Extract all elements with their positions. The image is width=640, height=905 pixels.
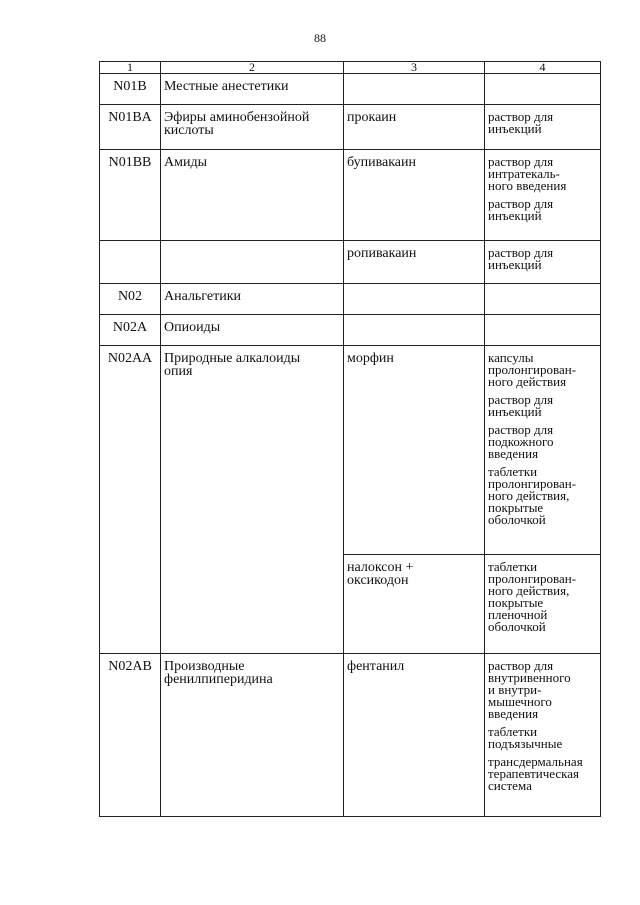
- group-name: Опиоиды: [161, 315, 344, 346]
- group-name: Производные фенилпиперидина: [161, 654, 344, 817]
- dosage-forms: [485, 315, 601, 346]
- atc-code: N02AB: [100, 654, 161, 817]
- dosage-form: раствор для инъекций: [488, 109, 554, 136]
- atc-code: N01B: [100, 74, 161, 105]
- atc-code: N02A: [100, 315, 161, 346]
- drug-table: [99, 61, 601, 817]
- drug-name: ропивакаин: [344, 241, 485, 284]
- dosage-form: таблетки пролонгирован- ного действия, покрытые пленочной оболочкой: [488, 559, 577, 634]
- group-name: Анальгетики: [161, 284, 344, 315]
- header-col-1: 1: [100, 62, 161, 74]
- dosage-form: таблетки пролонгирован- ного действия, покрытые оболочкой: [488, 464, 577, 527]
- group-name: Природные алкалоиды опия: [161, 346, 344, 654]
- table-row: [100, 654, 601, 817]
- atc-code: [100, 241, 161, 284]
- header-row: [100, 62, 601, 74]
- dosage-form: раствор для подкожного введения: [488, 422, 554, 461]
- dosage-form: капсулы пролонгирован- ного действия: [488, 350, 577, 389]
- drug-name: бупивакаин: [344, 150, 485, 241]
- dosage-forms: [485, 150, 601, 241]
- page-number: 88: [314, 31, 326, 45]
- dosage-form: раствор для инъекций: [488, 196, 554, 223]
- dosage-form: таблетки подъязычные: [488, 724, 563, 751]
- drug-name: прокаин: [344, 105, 485, 150]
- dosage-forms: [485, 105, 601, 150]
- atc-code: N02AA: [100, 346, 161, 654]
- drug-name: [344, 315, 485, 346]
- drug-name: [344, 284, 485, 315]
- table-row: [100, 150, 601, 241]
- dosage-form: раствор для инъекций: [488, 245, 554, 272]
- drug-name: фентанил: [344, 654, 485, 817]
- dosage-form: раствор для внутривенного и внутри- мышечного введения: [488, 658, 571, 721]
- dosage-forms: [485, 346, 601, 555]
- table-row: [100, 346, 601, 555]
- table-row: [100, 284, 601, 315]
- drug-name: [344, 74, 485, 105]
- dosage-forms: [485, 555, 601, 654]
- dosage-form: раствор для интратекаль- ного введения: [488, 154, 567, 193]
- dosage-form: трансдермальная терапевтическая система: [488, 754, 583, 793]
- dosage-forms: [485, 654, 601, 817]
- drug-name: морфин: [344, 346, 485, 555]
- dosage-forms: [485, 241, 601, 284]
- dosage-forms: [485, 74, 601, 105]
- drug-name: налоксон + оксикодон: [344, 555, 485, 654]
- group-name: Амиды: [161, 150, 344, 241]
- table-row: [100, 315, 601, 346]
- table-row: [100, 241, 601, 284]
- atc-code: N01BA: [100, 105, 161, 150]
- header-col-2: 2: [161, 62, 344, 74]
- table-row: [100, 74, 601, 105]
- header-col-4: 4: [485, 62, 601, 74]
- group-name: [161, 241, 344, 284]
- atc-code: N02: [100, 284, 161, 315]
- group-name: Эфиры аминобензойной кислоты: [161, 105, 344, 150]
- dosage-form: раствор для инъекций: [488, 392, 554, 419]
- atc-code: N01BB: [100, 150, 161, 241]
- header-col-3: 3: [344, 62, 485, 74]
- dosage-forms: [485, 284, 601, 315]
- table-row: [100, 105, 601, 150]
- group-name: Местные анестетики: [161, 74, 344, 105]
